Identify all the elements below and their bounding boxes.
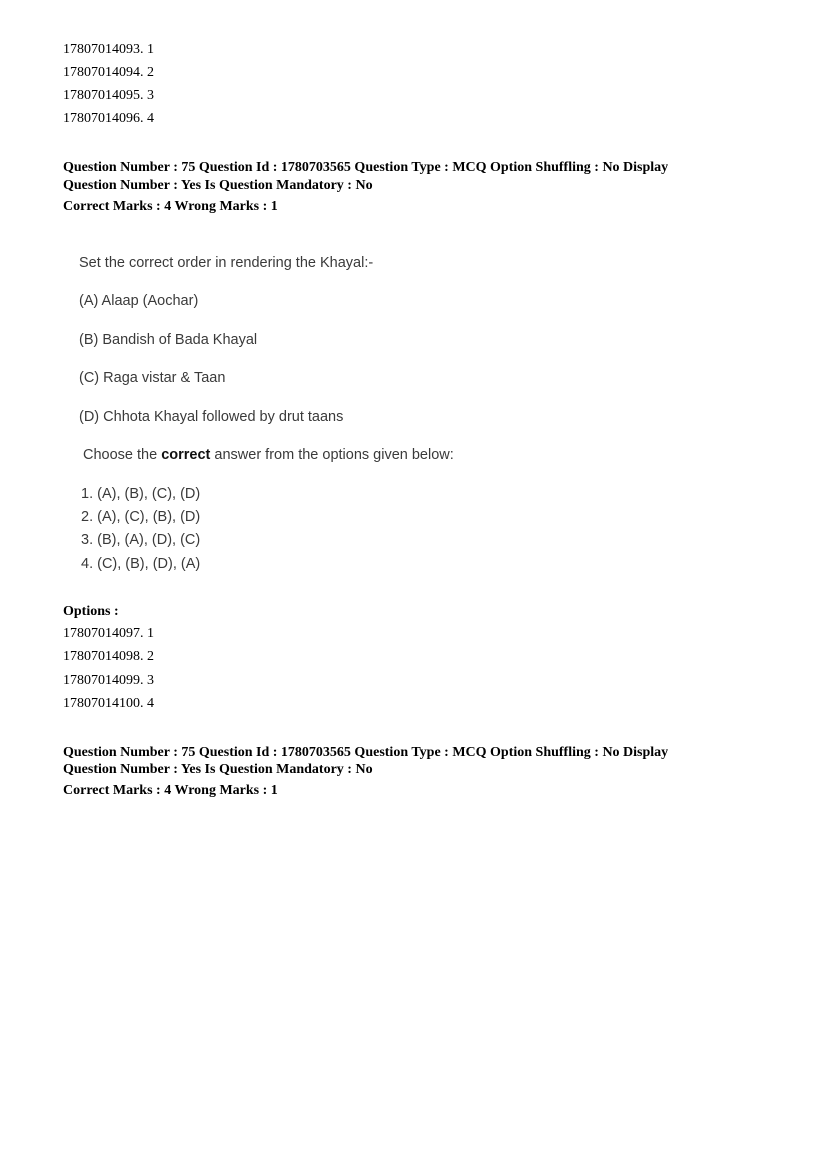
option-3: [63, 673, 154, 689]
options-heading: Options :: [63, 604, 119, 619]
answer-choice-1: 1. (A), (B), (C), (D): [81, 486, 201, 502]
option-label: 4: [147, 111, 154, 126]
question-item-a: (A) Alaap (Aochar): [79, 293, 199, 309]
next-question-header-line-2: Question Number : Yes Is Question Mandatory : No: [63, 762, 373, 777]
marks-line: Correct Marks : 4 Wrong Marks : 1: [63, 199, 278, 214]
option-label: 3: [147, 88, 154, 103]
question-header-line-2: Question Number : Yes Is Question Mandatory : No: [63, 178, 373, 193]
option-id: 17807014098.: [63, 649, 144, 664]
instruction-text-before: Choose the: [83, 447, 162, 463]
option-id: 17807014100.: [63, 696, 144, 711]
option-label: 1: [147, 626, 154, 641]
option-id: 17807014093.: [63, 42, 144, 57]
option-label: 4: [147, 696, 154, 711]
option-id: 17807014094.: [63, 65, 144, 80]
answer-choice-3: 3. (B), (A), (D), (C): [81, 532, 201, 548]
previous-option-1: [63, 42, 154, 58]
option-id: 17807014096.: [63, 111, 144, 126]
instruction-text-after: answer from the options given below:: [210, 447, 454, 463]
option-4: [63, 696, 154, 712]
answer-choice-2: 2. (A), (C), (B), (D): [81, 509, 201, 525]
next-question-header-line-1: Question Number : 75 Question Id : 1780703565 Question Type : MCQ Option Shuffling : No Display: [63, 745, 669, 760]
question-item-d: (D) Chhota Khayal followed by drut taans: [79, 409, 344, 425]
previous-option-4: [63, 111, 154, 127]
answer-instruction: [83, 446, 454, 464]
question-header-line-1: Question Number : 75 Question Id : 1780703565 Question Type : MCQ Option Shuffling : No Display: [63, 160, 669, 175]
question-image: [63, 240, 563, 585]
previous-option-3: [63, 88, 154, 104]
option-1: [63, 626, 154, 642]
option-label: 2: [147, 649, 154, 664]
option-label: 1: [147, 42, 154, 57]
question-item-c: (C) Raga vistar & Taan: [79, 370, 226, 386]
instruction-bold-word: correct: [161, 447, 211, 463]
option-id: 17807014097.: [63, 626, 144, 641]
question-item-b: (B) Bandish of Bada Khayal: [79, 332, 258, 348]
option-2: [63, 649, 154, 665]
previous-option-2: [63, 65, 154, 81]
next-marks-line: Correct Marks : 4 Wrong Marks : 1: [63, 783, 278, 798]
question-prompt: Set the correct order in rendering the Khayal:-: [79, 255, 374, 271]
answer-choice-4: 4. (C), (B), (D), (A): [81, 556, 201, 572]
option-id: 17807014099.: [63, 673, 144, 688]
option-label: 3: [147, 673, 154, 688]
option-id: 17807014095.: [63, 88, 144, 103]
option-label: 2: [147, 65, 154, 80]
